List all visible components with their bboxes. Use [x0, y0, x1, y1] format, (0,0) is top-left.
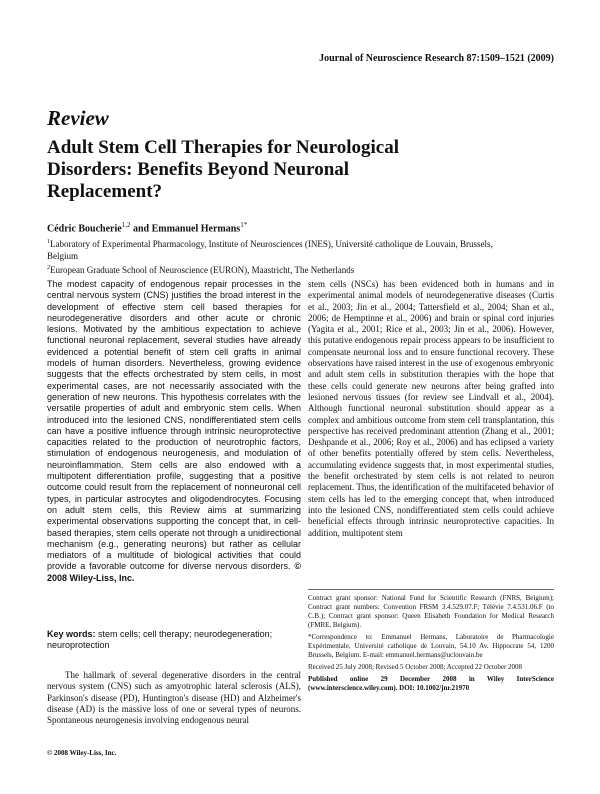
author-conjunction: and: [130, 223, 152, 235]
footnote-divider: [308, 589, 554, 590]
journal-citation: Journal of Neuroscience Research 87:1509–1521 (2009): [319, 53, 554, 64]
grant-note: Contract grant sponsor: National Fund for Scientific Research (FNRS, Belgium); Contract grant numbers: Convention FRSM 3.4.529.07.F; Télévie 7.4.531.06.F (to C.B.); Contract grant sponsor: Queen Elisabeth Foundation for Medical Research (FMRE, Belgium).: [308, 594, 554, 629]
keywords-text: stem cells; cell therapy; neurodegeneration; neuroprotection: [47, 629, 273, 651]
affiliation-mark: 2: [47, 265, 50, 271]
keywords-label: Key words:: [47, 629, 96, 639]
received-note: Received 25 July 2008; Revised 5 October 2008; Accepted 22 October 2008: [308, 663, 523, 671]
publication-note: Published online 29 December 2008 in Wiley InterScience (www.interscience.wiley.com). DOI: 10.1002/jnr.21970: [308, 675, 554, 692]
abstract-copyright: © 2008 Wiley-Liss, Inc.: [47, 561, 301, 583]
affiliation-text: European Graduate School of Neuroscience (EURON), Maastricht, The Netherlands: [50, 265, 355, 275]
abstract: [47, 279, 301, 584]
keywords: [47, 629, 301, 652]
affiliation-text: Laboratory of Experimental Pharmacology, Institute of Neurosciences (INES), Université catholique de Louvain, Brussels, Belgium: [47, 239, 493, 261]
affiliations: [47, 236, 517, 276]
author-affiliation-mark: 1*: [240, 221, 248, 229]
author-name: Cédric Boucherie: [47, 223, 122, 235]
affiliation: [47, 236, 517, 262]
author-affiliation-mark: 1,2: [121, 221, 131, 229]
author-name: Emmanuel Hermans: [151, 223, 241, 235]
abstract-text: The modest capacity of endogenous repair processes in the central nervous system (CNS) justifies the broad interest in the development of effective stem cell based therapies for neurodegenerative disorders and other acute or chronic lesions. Motivated by the ambitious expectation to achieve functional neuronal replacement, several studies have already evidenced a potential benefit of stem cell grafts in animal models of human disorders. Nevertheless, growing evidence suggests that the effects orchestrated by stem cells, in most experimental cases, are not necessarily associated with the generation of new neurons. This hypothesis correlates with the versatile properties of adult and embryonic stem cells. When introduced into the lesioned CNS, nondifferentiated stem cells can have a positive influence through intrinsic neuroprotective capacities related to the production of neurotrophic factors, stimulation of endogenous neurogenesis, and modulation of neuroinflammation. Stem cells are also endowed with a multipotent differentiation profile, suggesting that a positive outcome could result from the replacement of nonneuronal cell types, in particular astrocytes and oligodendrocytes. Focusing on adult stem cells, this Review aims at summarizing experimental observations supporting the concept that, in cell-based therapies, stem cells operate not through a unidirectional mechanism (e.g., generating neurons) but rather as cellular mediators of a multitude of biological activities that could provide a favorable outcome for diverse nervous disorders.: [47, 279, 301, 572]
footer-copyright: © 2008 Wiley-Liss, Inc.: [47, 749, 117, 757]
correspondence-note: *Correspondence to: Emmanuel Hermans, Laboratoire de Pharmacologie Expérimentale, Université catholique de Louvain, 54.10 Av. Hippocrate 54, 1200 Brussels, Belgium. E-mail: emmanuel.hermans@uclouvain.be: [308, 633, 554, 659]
body-paragraph: stem cells (NSCs) has been evidenced both in humans and in experimental animal models of neurodegenerative diseases (Curtis et al., 2003; Jin et al., 2004; Tattersfield et al., 2004; Shan et al., 2006; de Hemptinne et al., 2006) and brain or spinal cord injuries (Yagita et al., 2001; Rice et al., 2003; Jin et al., 2006). However, this putative endogenous repair process appears to be insufficient to compensate neuronal loss and to ensure functional recovery. These observations have raised interest in the use of exogenous embryonic and adult stem cells in substitution therapies with the hope that these cells could generate new neurons after being grafted into lesioned nervous tissues (for review see Lindvall et al., 2004). Although functional neuronal substitution should appear as a complex and ambitious outcome from stem cell transplantation, this perspective has received predominant attention (Zhang et al., 2001; Deshpande et al., 2006; Roy et al., 2006) and has eclipsed a variety of other benefits potentially offered by stem cells. Nevertheless, accumulating evidence suggests that, in most experimental studies, the benefit orchestrated by stem cells is not related to neuron replacement. Thus, the identification of the multifaceted behavior of stem cells has led to the emerging concept that, when introduced into the lesioned CNS, nondifferentiated stem cells could achieve beneficial effects through intrinsic neuroprotective capacities. In addition, multipotent stem: [308, 279, 554, 538]
affiliation: [47, 262, 517, 276]
affiliation-mark: 1: [47, 239, 50, 245]
footnotes: [308, 594, 554, 696]
article-title: Adult Stem Cell Therapies for Neurological Disorders: Benefits Beyond Neuronal Replacement?: [47, 137, 400, 202]
author-line: [47, 221, 247, 234]
intro-paragraph: The hallmark of several degenerative disorders in the central nervous system (CNS) such as amyotrophic lateral sclerosis (ALS), Parkinson's disease (PD), Huntington's disease (HD) and Alzheimer's disease (AD) is the massive loss of one or several types of neurons. Spontaneous neurogenesis involving endogenous neural: [47, 670, 301, 726]
section-label: Review: [47, 106, 109, 130]
